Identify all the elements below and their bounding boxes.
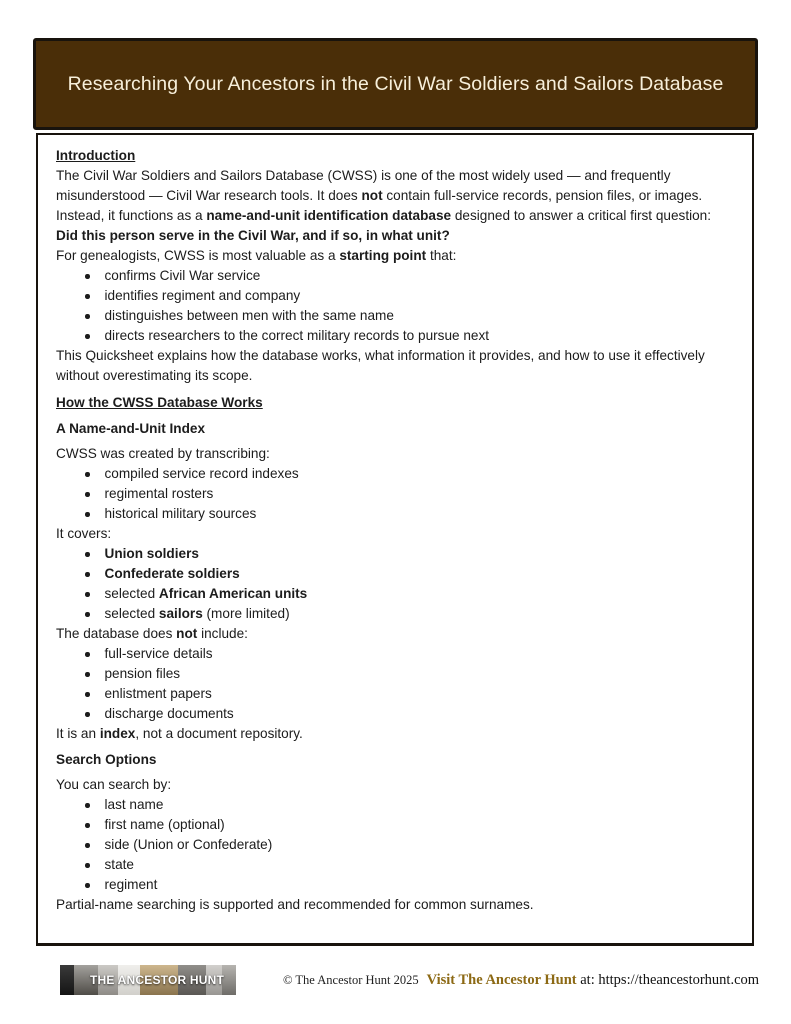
site-url-link[interactable]: https://theancestorhunt.com <box>598 971 760 988</box>
text-segment: last name <box>104 797 164 812</box>
text-segment: name-and-unit identification database <box>206 208 452 223</box>
text-segment: designed to answer a critical first question: <box>451 208 712 223</box>
bullet-list <box>56 266 735 346</box>
bullet-text <box>105 564 736 584</box>
text-segment: contain full-service records, pension files, or images. Instead, it functions as a <box>56 188 703 223</box>
text-segment: It is an <box>56 726 100 741</box>
bullet-list <box>56 544 735 624</box>
text-segment: Union soldiers <box>104 546 199 561</box>
paragraph <box>56 346 735 386</box>
paragraph <box>56 895 735 915</box>
text-segment: full-service details <box>104 646 213 661</box>
text-segment: For genealogists, CWSS is most valuable as a <box>56 248 340 263</box>
bullet-item <box>56 584 735 604</box>
bullet-icon <box>85 552 90 557</box>
bullet-item <box>56 835 735 855</box>
bullet-item <box>56 306 735 326</box>
bullet-list <box>56 795 735 895</box>
text-segment: sailors <box>158 606 203 621</box>
bullet-item <box>56 684 735 704</box>
bullet-text <box>105 306 736 326</box>
bullet-icon <box>85 612 90 617</box>
bullet-item <box>56 644 735 664</box>
paragraph <box>56 775 735 795</box>
footer-credit <box>283 963 759 997</box>
bullet-text <box>105 815 736 835</box>
text-segment: It covers: <box>56 526 112 541</box>
ancestor-hunt-logo <box>60 965 236 995</box>
bullet-icon <box>85 823 90 828</box>
text-segment: starting point <box>339 248 427 263</box>
document-content <box>56 146 735 915</box>
text-segment: regimental rosters <box>104 486 214 501</box>
bullet-text <box>105 664 736 684</box>
text-segment: CWSS was created by transcribing: <box>56 446 270 461</box>
text-segment: enlistment papers <box>104 686 212 701</box>
bullet-item <box>56 484 735 504</box>
bullet-icon <box>85 592 90 597</box>
bullet-text <box>105 484 736 504</box>
text-segment: side (Union or Confederate) <box>104 837 273 852</box>
document-header <box>33 38 758 130</box>
bullet-text <box>105 266 736 286</box>
bullet-item <box>56 564 735 584</box>
bullet-icon <box>85 294 90 299</box>
bullet-icon <box>85 863 90 868</box>
bullet-list <box>56 464 735 524</box>
bullet-icon <box>85 334 90 339</box>
bullet-item <box>56 464 735 484</box>
bullet-text <box>105 704 736 724</box>
bullet-text <box>105 875 736 895</box>
bullet-text <box>105 326 736 346</box>
sub-heading: A Name-and-Unit Index <box>56 421 206 436</box>
bullet-icon <box>85 652 90 657</box>
bullet-text <box>105 684 736 704</box>
text-segment: that: <box>426 248 457 263</box>
bullet-icon <box>85 883 90 888</box>
text-segment: You can search by: <box>56 777 172 792</box>
bullet-item <box>56 795 735 815</box>
paragraph <box>56 624 735 644</box>
bullet-icon <box>85 712 90 717</box>
text-segment: confirms Civil War service <box>104 268 261 283</box>
bullet-item <box>56 815 735 835</box>
paragraph <box>56 226 735 246</box>
section-heading: How the CWSS Database Works <box>56 395 263 410</box>
sub-heading: Search Options <box>56 752 157 767</box>
page-title: Researching Your Ancestors in the Civil War Soldiers and Sailors Database <box>67 72 724 95</box>
text-segment: Confederate soldiers <box>104 566 240 581</box>
bullet-item <box>56 544 735 564</box>
document-body <box>36 133 754 946</box>
bullet-item <box>56 704 735 724</box>
bullet-text <box>105 855 736 875</box>
text-segment: selected <box>104 586 159 601</box>
bullet-text <box>105 835 736 855</box>
bullet-item <box>56 875 735 895</box>
text-segment: index <box>99 726 136 741</box>
text-segment: directs researchers to the correct military records to pursue next <box>104 328 490 343</box>
text-segment: discharge documents <box>104 706 234 721</box>
copyright-text: © The Ancestor Hunt 2025 <box>283 972 419 987</box>
bullet-item <box>56 604 735 624</box>
bullet-icon <box>85 572 90 577</box>
text-segment: not <box>361 188 383 203</box>
bullet-text <box>105 286 736 306</box>
text-segment: Partial-name searching is supported and recommended for common surnames. <box>56 897 534 912</box>
text-segment: include: <box>197 626 248 641</box>
bullet-item <box>56 664 735 684</box>
paragraph <box>56 524 735 544</box>
bullet-icon <box>85 274 90 279</box>
bullet-icon <box>85 803 90 808</box>
text-segment: state <box>104 857 134 872</box>
text-segment: pension files <box>104 666 181 681</box>
bullet-text <box>105 544 736 564</box>
bullet-item <box>56 326 735 346</box>
text-segment: , not a document repository. <box>135 726 303 741</box>
text-segment: first name (optional) <box>104 817 225 832</box>
visit-suffix-text: at: <box>576 971 599 988</box>
paragraph <box>56 724 735 744</box>
text-segment: (more limited) <box>202 606 290 621</box>
text-segment: This Quicksheet explains how the database works, what information it provides, and how to use it effectively without overestimating its scope. <box>56 348 705 383</box>
bullet-item <box>56 504 735 524</box>
text-segment: selected <box>104 606 159 621</box>
text-segment: The Civil War Soldiers and Sailors Database (CWSS) is one of the most widely used — and frequently misunderstood — Civil War research tools. It does <box>56 168 671 203</box>
paragraph <box>56 444 735 464</box>
text-segment: compiled service record indexes <box>104 466 299 481</box>
text-segment: not <box>176 626 198 641</box>
bullet-text <box>105 644 736 664</box>
text-segment: African American units <box>158 586 308 601</box>
bullet-item <box>56 855 735 875</box>
bullet-text <box>105 604 736 624</box>
paragraph <box>56 166 735 226</box>
paragraph <box>56 246 735 266</box>
text-segment: historical military sources <box>104 506 257 521</box>
text-segment: Did this person serve in the Civil War, and if so, in what unit? <box>56 228 450 243</box>
bullet-icon <box>85 314 90 319</box>
bullet-text <box>105 584 736 604</box>
bullet-icon <box>85 512 90 517</box>
text-segment: distinguishes between men with the same name <box>104 308 394 323</box>
bullet-text <box>105 464 736 484</box>
text-segment: The database does <box>56 626 177 641</box>
text-segment: identifies regiment and company <box>104 288 301 303</box>
bullet-list <box>56 644 735 724</box>
section-heading: Introduction <box>56 148 136 163</box>
bullet-item <box>56 266 735 286</box>
text-segment: regiment <box>104 877 158 892</box>
bullet-icon <box>85 843 90 848</box>
bullet-icon <box>85 492 90 497</box>
visit-label: Visit The Ancestor Hunt <box>426 971 577 988</box>
logo-photo-tile <box>60 965 74 995</box>
bullet-item <box>56 286 735 306</box>
bullet-text <box>105 504 736 524</box>
logo-wordmark: THE ANCESTOR HUNT <box>89 973 225 987</box>
bullet-text <box>105 795 736 815</box>
document-footer <box>0 963 791 999</box>
bullet-icon <box>85 672 90 677</box>
bullet-icon <box>85 472 90 477</box>
bullet-icon <box>85 692 90 697</box>
